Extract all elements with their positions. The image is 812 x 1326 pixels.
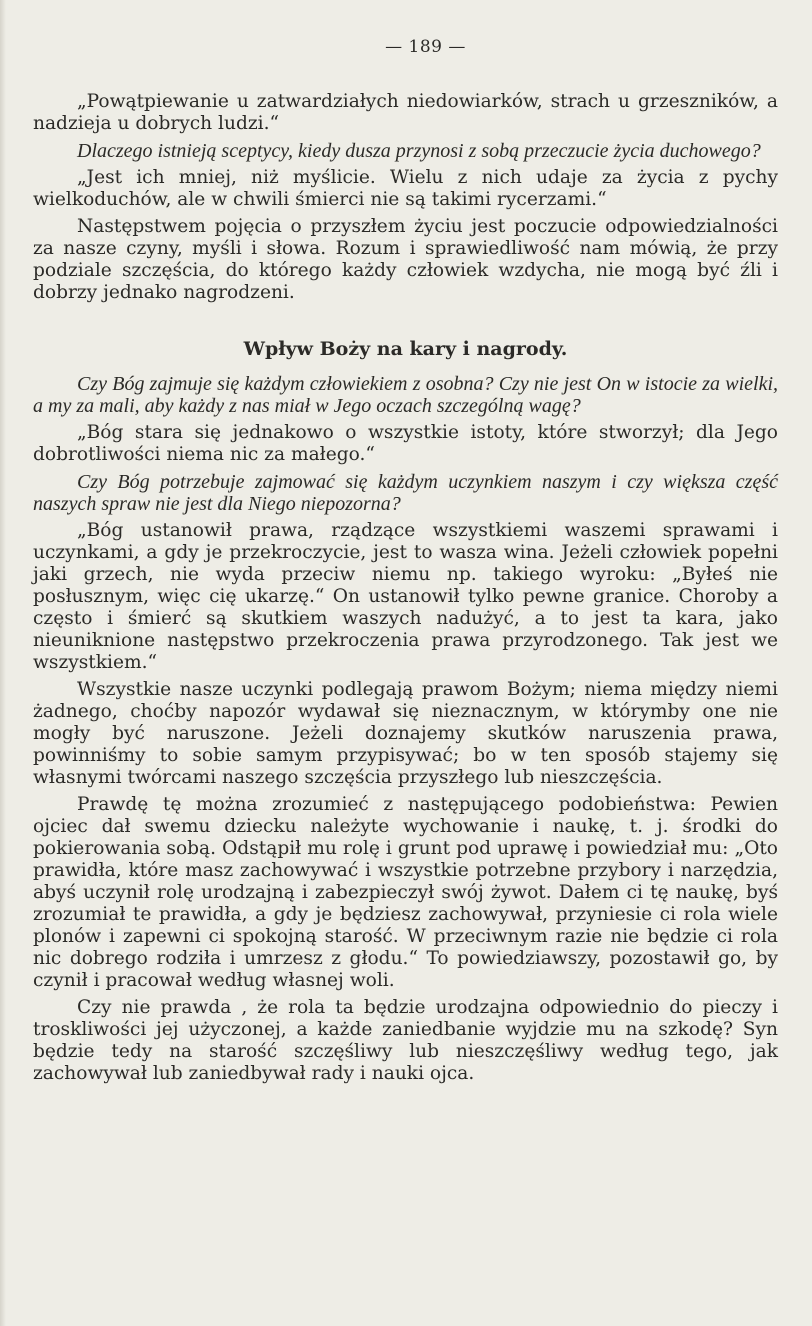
paragraph-question-1: Dlaczego istnieją sceptycy, kiedy dusza przynosi z sobą przeczucie życia duchowego? <box>77 140 761 162</box>
paragraph-quote-3: „Bóg stara się jednakowo o wszystkie istoty, które stworzył; dla Jego dobrotliwości niema nic za małego.“ <box>33 422 778 465</box>
paragraph-question-2: Czy Bóg zajmuje się każdym człowiekiem z osobna? Czy nie jest On w istocie za wielki, a my za mali, aby każdy z nas miał w Jego oczach szczególną wagę? <box>33 373 778 417</box>
paragraph-body-4: Czy nie prawda , że rola ta będzie urodzajna odpowiednio do pieczy i troskliwości jej użyczonej, a każde zaniedbanie wyjdzie mu na szkodę? Syn będzie tedy na starość szczęśliwy lub nieszczęśliwy według tego, jak zachowywał lub zaniedbywał rady i nauki ojca. <box>33 997 778 1084</box>
page-spine-shadow <box>0 0 6 1326</box>
page-content <box>33 36 778 1085</box>
paragraph-quote-1: „Powątpiewanie u zatwardziałych niedowiarków, strach u grzeszników, a nadzieja u dobrych ludzi.“ <box>33 91 778 134</box>
paragraph-quote-2: „Jest ich mniej, niż myślicie. Wielu z nich udaje za życia z pychy wielkoduchów, ale w chwili śmierci nie są takimi rycerzami.“ <box>33 167 778 210</box>
paragraph-body-1: Następstwem pojęcia o przyszłem życiu jest poczucie odpowiedzialności za nasze czyny, myśli i słowa. Rozum i sprawiedliwość nam mówią, że przy podziale szczęścia, do którego każdy człowiek wzdycha, nie mogą być źli i dobrzy jednako nagrodzeni. <box>33 216 778 303</box>
paragraph-body-2: Wszystkie nasze uczynki podlegają prawom Bożym; niema między niemi żadnego, choćby napozór wydawał się nieznacznym, w którymby one nie mogły być naruszone. Jeżeli doznajemy skutków naruszenia prawa, powinniśmy to sobie samym przypisywać; bo w ten sposób stajemy się własnymi twórcami naszego szczęścia przyszłego lub nieszczęścia. <box>33 679 778 788</box>
paragraph-question-3: Czy Bóg potrzebuje zajmować się każdym uczynkiem naszym i czy większa część naszych spraw nie jest dla Niego niepozorna? <box>33 471 778 515</box>
page-number: — 189 — <box>385 37 466 57</box>
paragraph-quote-4: „Bóg ustanowił prawa, rządzące wszystkiemi waszemi sprawami i uczynkami, a gdy je przekroczycie, jest to wasza wina. Jeżeli człowiek popełni jaki grzech, nie wyda przeciw niemu np. takiego wyroku: „Byłeś nie posłusznym, więc cię ukarzę.“ On ustanowił tylko pewne granice. Choroby a często i śmierć są skutkiem waszych nadużyć, a to jest ta kara, jako nieuniknione następstwo przekroczenia prawa przyrodzonego. Tak jest we wszystkiem.“ <box>33 520 778 673</box>
section-heading: Wpływ Boży na kary i nagrody. <box>243 338 568 360</box>
paragraph-body-3: Prawdę tę można zrozumieć z następującego podobieństwa: Pewien ojciec dał swemu dziecku należyte wychowanie i naukę, t. j. środki do pokierowania sobą. Odstąpił mu rolę i grunt pod uprawę i powiedział mu: „Oto prawidła, które masz zachowywać i wszystkie potrzebne przybory i narzędzia, abyś uczynił rolę urodzajną i zabezpieczył swój żywot. Dałem ci tę naukę, byś zrozumiał te prawidła, a gdy je będziesz zachowywał, przyniesie ci rola wiele plonów i zapewni ci spokojną starość. W przeciwnym razie nie będzie ci rola nic dobrego rodziła i umrzesz z głodu.“ To powiedziawszy, pozostawił go, by czynił i pracował według własnej woli. <box>33 794 778 991</box>
